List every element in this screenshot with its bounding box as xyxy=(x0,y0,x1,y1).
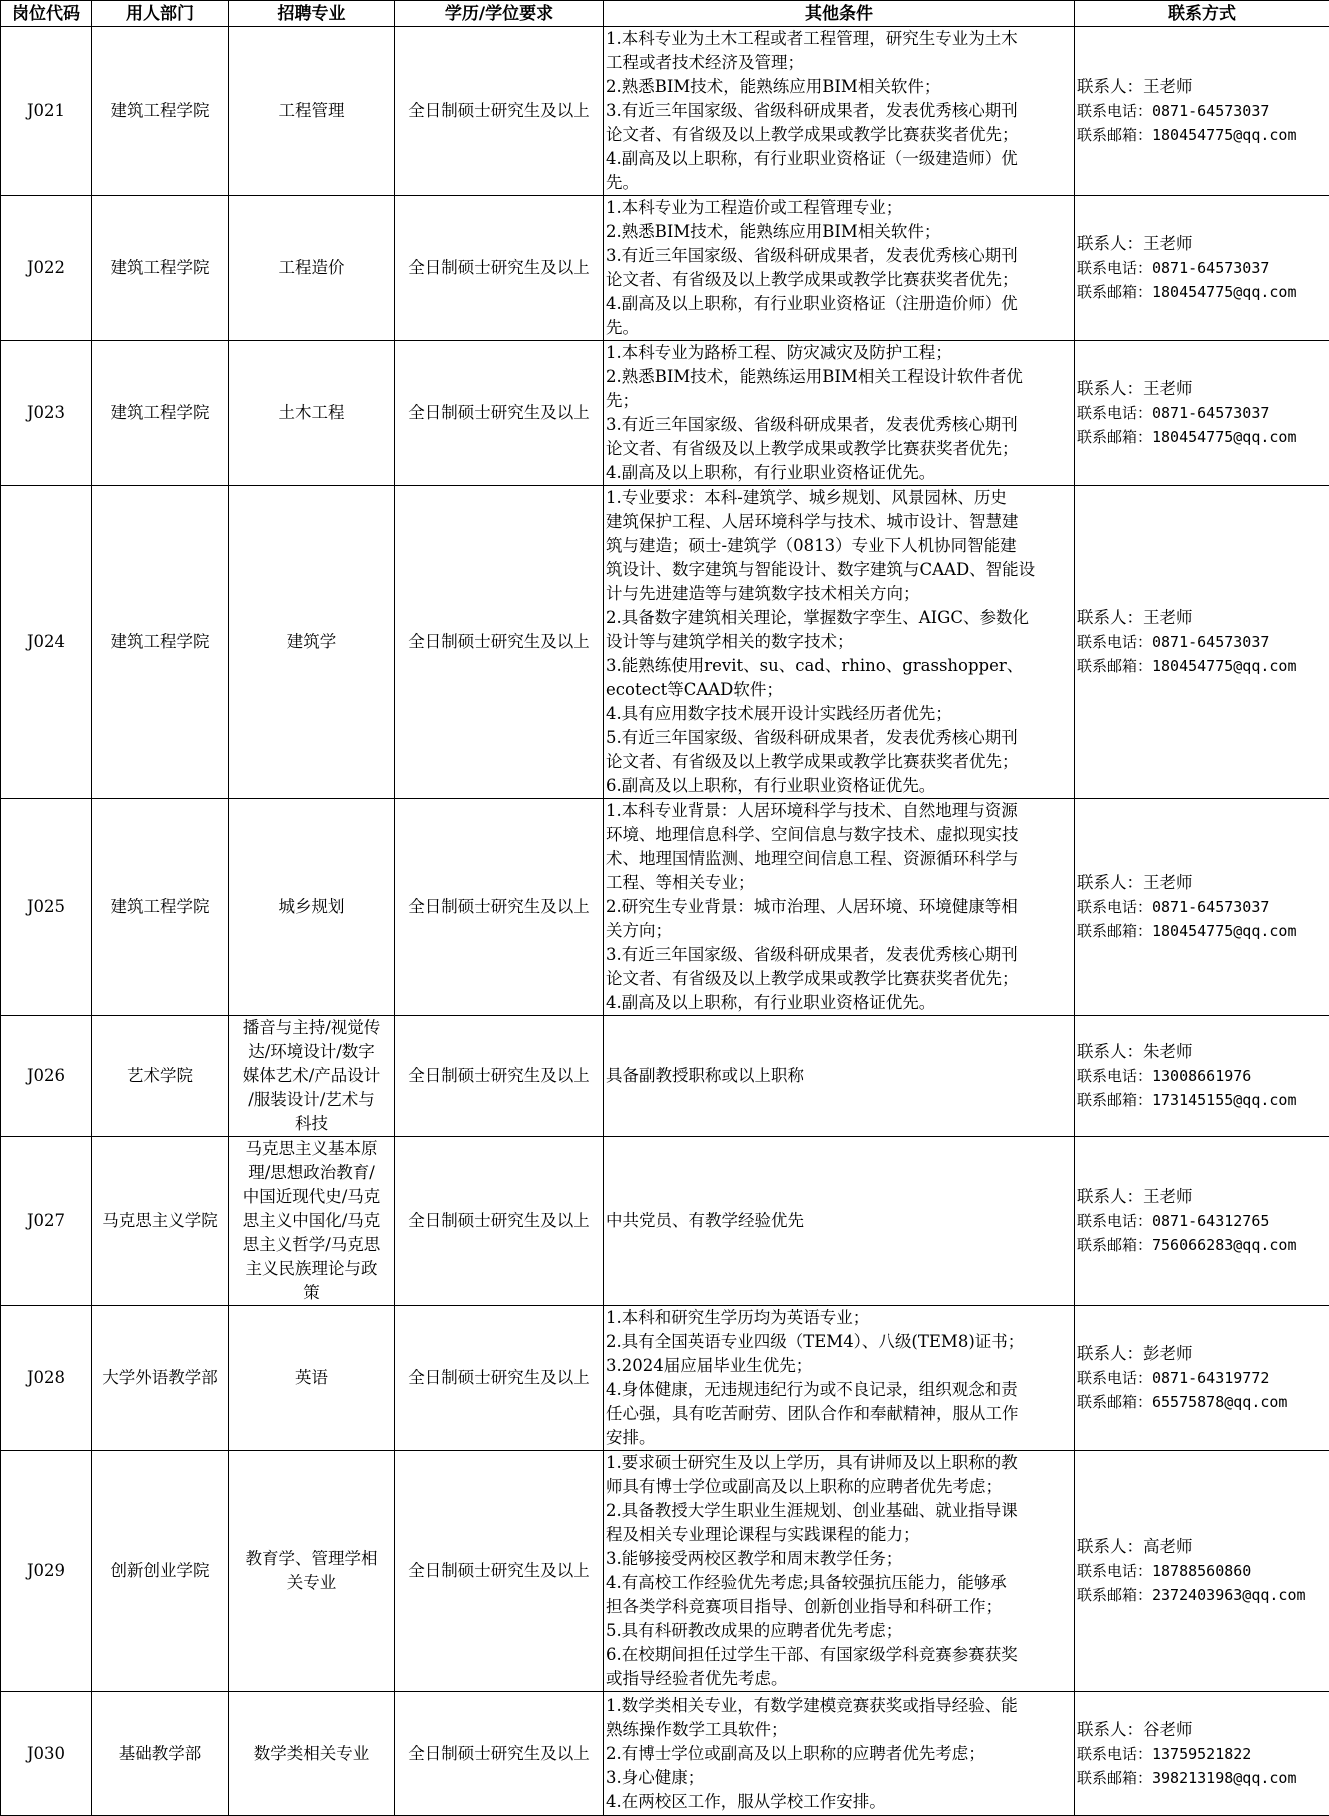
contact-line: 联系人：王老师 xyxy=(1077,606,1327,630)
contact-line: 联系人：王老师 xyxy=(1077,377,1327,401)
condition-line: 6.副高及以上职称，有行业职业资格证优先。 xyxy=(606,774,1072,798)
condition-line: 2.有博士学位或副高及以上职称的应聘者优先考虑； xyxy=(606,1742,1072,1766)
condition-line: 1.本科专业为工程造价或工程管理专业； xyxy=(606,196,1072,220)
condition-line: 工程或者技术经济及管理； xyxy=(606,51,1072,75)
degree-requirement: 全日制硕士研究生及以上 xyxy=(395,799,604,1016)
condition-line: 任心强，具有吃苦耐劳、团队合作和奉献精神，服从工作 xyxy=(606,1402,1072,1426)
condition-line: 计与先进建造等与建筑数字技术相关方向； xyxy=(606,582,1072,606)
degree-requirement: 全日制硕士研究生及以上 xyxy=(395,1692,604,1816)
table-row xyxy=(1,27,1329,196)
major xyxy=(229,341,395,486)
condition-line: 2.具有全国英语专业四级（TEM4）、八级(TEM8)证书； xyxy=(606,1330,1072,1354)
contact-info xyxy=(1075,1306,1329,1451)
header-dept: 用人部门 xyxy=(92,1,229,27)
condition-line: 2.熟悉BIM技术，能熟练运用BIM相关工程设计软件者优 xyxy=(606,365,1072,389)
other-conditions xyxy=(604,799,1075,1016)
position-code: J026 xyxy=(1,1016,92,1137)
major xyxy=(229,1306,395,1451)
major-line: 主义民族理论与政 xyxy=(231,1257,392,1281)
department: 建筑工程学院 xyxy=(92,196,229,341)
condition-line: 论文者、有省级及以上教学成果或教学比赛获奖者优先； xyxy=(606,437,1072,461)
condition-line: 1.要求硕士研究生及以上学历，具有讲师及以上职称的教 xyxy=(606,1451,1072,1475)
condition-line: 3.有近三年国家级、省级科研成果者，发表优秀核心期刊 xyxy=(606,99,1072,123)
major-line: 马克思主义基本原 xyxy=(231,1137,392,1161)
condition-line: 建筑保护工程、人居环境科学与技术、城市设计、智慧建 xyxy=(606,510,1072,534)
contact-line: 联系邮箱：398213198@qq.com xyxy=(1077,1766,1327,1790)
table-row xyxy=(1,1306,1329,1451)
contact-info xyxy=(1075,1137,1329,1306)
condition-line: ecotect等CAAD软件； xyxy=(606,678,1072,702)
contact-line: 联系邮箱：756066283@qq.com xyxy=(1077,1233,1327,1257)
position-code: J028 xyxy=(1,1306,92,1451)
contact-line: 联系人：谷老师 xyxy=(1077,1718,1327,1742)
contact-line: 联系人：王老师 xyxy=(1077,871,1327,895)
condition-line: 或指导经验者优先考虑。 xyxy=(606,1667,1072,1691)
major xyxy=(229,1692,395,1816)
condition-line: 关方向； xyxy=(606,919,1072,943)
condition-line: 4.具有应用数字技术展开设计实践经历者优先； xyxy=(606,702,1072,726)
major-line: 理/思想政治教育/ xyxy=(231,1161,392,1185)
condition-line: 2.熟悉BIM技术，能熟练应用BIM相关软件； xyxy=(606,220,1072,244)
contact-line: 联系邮箱：180454775@qq.com xyxy=(1077,425,1327,449)
other-conditions xyxy=(604,196,1075,341)
department: 创新创业学院 xyxy=(92,1451,229,1692)
condition-line: 4.副高及以上职称，有行业职业资格证优先。 xyxy=(606,991,1072,1015)
table-row xyxy=(1,1692,1329,1816)
table-row xyxy=(1,341,1329,486)
degree-requirement: 全日制硕士研究生及以上 xyxy=(395,341,604,486)
other-conditions xyxy=(604,1306,1075,1451)
contact-line: 联系电话：0871-64573037 xyxy=(1077,630,1327,654)
condition-line: 1.专业要求：本科-建筑学、城乡规划、风景园林、历史 xyxy=(606,486,1072,510)
condition-line: 5.具有科研教改成果的应聘者优先考虑； xyxy=(606,1619,1072,1643)
degree-requirement: 全日制硕士研究生及以上 xyxy=(395,1137,604,1306)
condition-line: 设计等与建筑学相关的数字技术； xyxy=(606,630,1072,654)
major xyxy=(229,1137,395,1306)
position-code: J025 xyxy=(1,799,92,1016)
header-code: 岗位代码 xyxy=(1,1,92,27)
other-conditions xyxy=(604,486,1075,799)
other-conditions xyxy=(604,1137,1075,1306)
table-row xyxy=(1,799,1329,1016)
condition-line: 3.身心健康； xyxy=(606,1766,1072,1790)
degree-requirement: 全日制硕士研究生及以上 xyxy=(395,196,604,341)
condition-line: 3.有近三年国家级、省级科研成果者，发表优秀核心期刊 xyxy=(606,943,1072,967)
condition-line: 3.2024届应届毕业生优先； xyxy=(606,1354,1072,1378)
contact-line: 联系人：王老师 xyxy=(1077,1185,1327,1209)
position-code: J021 xyxy=(1,27,92,196)
contact-line: 联系电话：18788560860 xyxy=(1077,1559,1327,1583)
contact-line: 联系电话：0871-64312765 xyxy=(1077,1209,1327,1233)
table-row xyxy=(1,1137,1329,1306)
major-line: 思主义哲学/马克思 xyxy=(231,1233,392,1257)
major-line: 建筑学 xyxy=(231,630,392,654)
contact-line: 联系人：王老师 xyxy=(1077,232,1327,256)
condition-line: 先。 xyxy=(606,171,1072,195)
major-line: 达/环境设计/数字 xyxy=(231,1040,392,1064)
condition-line: 1.本科专业背景：人居环境科学与技术、自然地理与资源 xyxy=(606,799,1072,823)
condition-line: 5.有近三年国家级、省级科研成果者，发表优秀核心期刊 xyxy=(606,726,1072,750)
condition-line: 担各类学科竞赛项目指导、创新创业指导和科研工作； xyxy=(606,1595,1072,1619)
major-line: 城乡规划 xyxy=(231,895,392,919)
contact-line: 联系人：彭老师 xyxy=(1077,1342,1327,1366)
position-code: J024 xyxy=(1,486,92,799)
department: 建筑工程学院 xyxy=(92,486,229,799)
condition-line: 4.在两校区工作，服从学校工作安排。 xyxy=(606,1790,1072,1814)
contact-line: 联系电话：0871-64319772 xyxy=(1077,1366,1327,1390)
major-line: 关专业 xyxy=(231,1571,392,1595)
major xyxy=(229,1451,395,1692)
contact-info xyxy=(1075,1016,1329,1137)
major-line: 土木工程 xyxy=(231,401,392,425)
contact-line: 联系电话：13008661976 xyxy=(1077,1064,1327,1088)
condition-line: 4.有高校工作经验优先考虑;具备较强抗压能力，能够承 xyxy=(606,1571,1072,1595)
table-row xyxy=(1,1451,1329,1692)
condition-line: 3.有近三年国家级、省级科研成果者，发表优秀核心期刊 xyxy=(606,244,1072,268)
department: 马克思主义学院 xyxy=(92,1137,229,1306)
major-line: 媒体艺术/产品设计 xyxy=(231,1064,392,1088)
condition-line: 1.本科专业为路桥工程、防灾减灾及防护工程； xyxy=(606,341,1072,365)
position-code: J022 xyxy=(1,196,92,341)
position-code: J030 xyxy=(1,1692,92,1816)
condition-line: 论文者、有省级及以上教学成果或教学比赛获奖者优先； xyxy=(606,268,1072,292)
condition-line: 3.能够接受两校区教学和周末教学任务； xyxy=(606,1547,1072,1571)
condition-line: 2.熟悉BIM技术，能熟练应用BIM相关软件； xyxy=(606,75,1072,99)
department: 建筑工程学院 xyxy=(92,27,229,196)
contact-line: 联系电话：0871-64573037 xyxy=(1077,99,1327,123)
major xyxy=(229,196,395,341)
header-row xyxy=(1,1,1329,27)
condition-line: 2.研究生专业背景：城市治理、人居环境、环境健康等相 xyxy=(606,895,1072,919)
other-conditions xyxy=(604,1692,1075,1816)
condition-line: 4.副高及以上职称，有行业职业资格证（一级建造师）优 xyxy=(606,147,1072,171)
department: 建筑工程学院 xyxy=(92,799,229,1016)
major-line: 工程造价 xyxy=(231,256,392,280)
department: 艺术学院 xyxy=(92,1016,229,1137)
department: 大学外语教学部 xyxy=(92,1306,229,1451)
major xyxy=(229,486,395,799)
contact-line: 联系邮箱：180454775@qq.com xyxy=(1077,919,1327,943)
condition-line: 6.在校期间担任过学生干部、有国家级学科竞赛参赛获奖 xyxy=(606,1643,1072,1667)
position-code: J023 xyxy=(1,341,92,486)
contact-line: 联系人：朱老师 xyxy=(1077,1040,1327,1064)
condition-line: 2.具备数字建筑相关理论，掌握数字孪生、AIGC、参数化 xyxy=(606,606,1072,630)
condition-line: 1.数学类相关专业，有数学建模竞赛获奖或指导经验、能 xyxy=(606,1694,1072,1718)
contact-line: 联系邮箱：180454775@qq.com xyxy=(1077,280,1327,304)
major-line: 科技 xyxy=(231,1112,392,1136)
table-row xyxy=(1,1016,1329,1137)
contact-line: 联系邮箱：65575878@qq.com xyxy=(1077,1390,1327,1414)
major xyxy=(229,27,395,196)
contact-line: 联系电话：13759521822 xyxy=(1077,1742,1327,1766)
major-line: 中国近现代史/马克 xyxy=(231,1185,392,1209)
position-code: J027 xyxy=(1,1137,92,1306)
header-contact: 联系方式 xyxy=(1075,1,1329,27)
contact-line: 联系电话：0871-64573037 xyxy=(1077,895,1327,919)
condition-line: 4.身体健康，无违规违纪行为或不良记录，组织观念和责 xyxy=(606,1378,1072,1402)
condition-line: 环境、地理信息科学、空间信息与数字技术、虚拟现实技 xyxy=(606,823,1072,847)
condition-line: 4.副高及以上职称，有行业职业资格证（注册造价师）优 xyxy=(606,292,1072,316)
header-major: 招聘专业 xyxy=(229,1,395,27)
major-line: 策 xyxy=(231,1281,392,1305)
major xyxy=(229,799,395,1016)
condition-line: 论文者、有省级及以上教学成果或教学比赛获奖者优先； xyxy=(606,967,1072,991)
degree-requirement: 全日制硕士研究生及以上 xyxy=(395,1306,604,1451)
contact-info xyxy=(1075,486,1329,799)
condition-line: 1.本科和研究生学历均为英语专业； xyxy=(606,1306,1072,1330)
condition-line: 程及相关专业理论课程与实践课程的能力； xyxy=(606,1523,1072,1547)
condition-line: 论文者、有省级及以上教学成果或教学比赛获奖者优先； xyxy=(606,123,1072,147)
degree-requirement: 全日制硕士研究生及以上 xyxy=(395,486,604,799)
major-line: 教育学、管理学相 xyxy=(231,1547,392,1571)
position-code: J029 xyxy=(1,1451,92,1692)
contact-info xyxy=(1075,341,1329,486)
condition-line: 1.本科专业为土木工程或者工程管理，研究生专业为土木 xyxy=(606,27,1072,51)
department: 基础教学部 xyxy=(92,1692,229,1816)
table-row xyxy=(1,486,1329,799)
contact-info xyxy=(1075,1451,1329,1692)
contact-line: 联系邮箱：180454775@qq.com xyxy=(1077,654,1327,678)
other-conditions xyxy=(604,1016,1075,1137)
contact-line: 联系邮箱：2372403963@qq.com xyxy=(1077,1583,1327,1607)
condition-line: 工程、等相关专业； xyxy=(606,871,1072,895)
contact-line: 联系邮箱：180454775@qq.com xyxy=(1077,123,1327,147)
condition-line: 先； xyxy=(606,389,1072,413)
major-line: 英语 xyxy=(231,1366,392,1390)
contact-info xyxy=(1075,799,1329,1016)
contact-line: 联系人：高老师 xyxy=(1077,1535,1327,1559)
table-row xyxy=(1,196,1329,341)
condition-line: 筑与建造；硕士-建筑学（0813）专业下人机协同智能建 xyxy=(606,534,1072,558)
contact-info xyxy=(1075,196,1329,341)
header-degree: 学历/学位要求 xyxy=(395,1,604,27)
major-line: 工程管理 xyxy=(231,99,392,123)
condition-line: 3.有近三年国家级、省级科研成果者，发表优秀核心期刊 xyxy=(606,413,1072,437)
major xyxy=(229,1016,395,1137)
degree-requirement: 全日制硕士研究生及以上 xyxy=(395,1451,604,1692)
condition-line: 论文者、有省级及以上教学成果或教学比赛获奖者优先； xyxy=(606,750,1072,774)
condition-line: 术、地理国情监测、地理空间信息工程、资源循环科学与 xyxy=(606,847,1072,871)
header-other: 其他条件 xyxy=(604,1,1075,27)
contact-info xyxy=(1075,27,1329,196)
contact-line: 联系电话：0871-64573037 xyxy=(1077,256,1327,280)
contact-line: 联系邮箱：173145155@qq.com xyxy=(1077,1088,1327,1112)
condition-line: 安排。 xyxy=(606,1426,1072,1450)
other-conditions xyxy=(604,27,1075,196)
condition-line: 2.具备教授大学生职业生涯规划、创业基础、就业指导课 xyxy=(606,1499,1072,1523)
condition-line: 师具有博士学位或副高及以上职称的应聘者优先考虑； xyxy=(606,1475,1072,1499)
condition-line: 筑设计、数字建筑与智能设计、数字建筑与CAAD、智能设 xyxy=(606,558,1072,582)
other-conditions xyxy=(604,1451,1075,1692)
major-line: 思主义中国化/马克 xyxy=(231,1209,392,1233)
condition-line: 中共党员、有教学经验优先 xyxy=(606,1209,1072,1233)
degree-requirement: 全日制硕士研究生及以上 xyxy=(395,27,604,196)
degree-requirement: 全日制硕士研究生及以上 xyxy=(395,1016,604,1137)
other-conditions xyxy=(604,341,1075,486)
contact-line: 联系电话：0871-64573037 xyxy=(1077,401,1327,425)
condition-line: 先。 xyxy=(606,316,1072,340)
department: 建筑工程学院 xyxy=(92,341,229,486)
major-line: /服装设计/艺术与 xyxy=(231,1088,392,1112)
contact-line: 联系人：王老师 xyxy=(1077,75,1327,99)
condition-line: 3.能熟练使用revit、su、cad、rhino、grasshopper、 xyxy=(606,654,1072,678)
major-line: 播音与主持/视觉传 xyxy=(231,1016,392,1040)
condition-line: 熟练操作数学工具软件； xyxy=(606,1718,1072,1742)
condition-line: 具备副教授职称或以上职称 xyxy=(606,1064,1072,1088)
condition-line: 4.副高及以上职称，有行业职业资格证优先。 xyxy=(606,461,1072,485)
contact-info xyxy=(1075,1692,1329,1816)
major-line: 数学类相关专业 xyxy=(231,1742,392,1766)
